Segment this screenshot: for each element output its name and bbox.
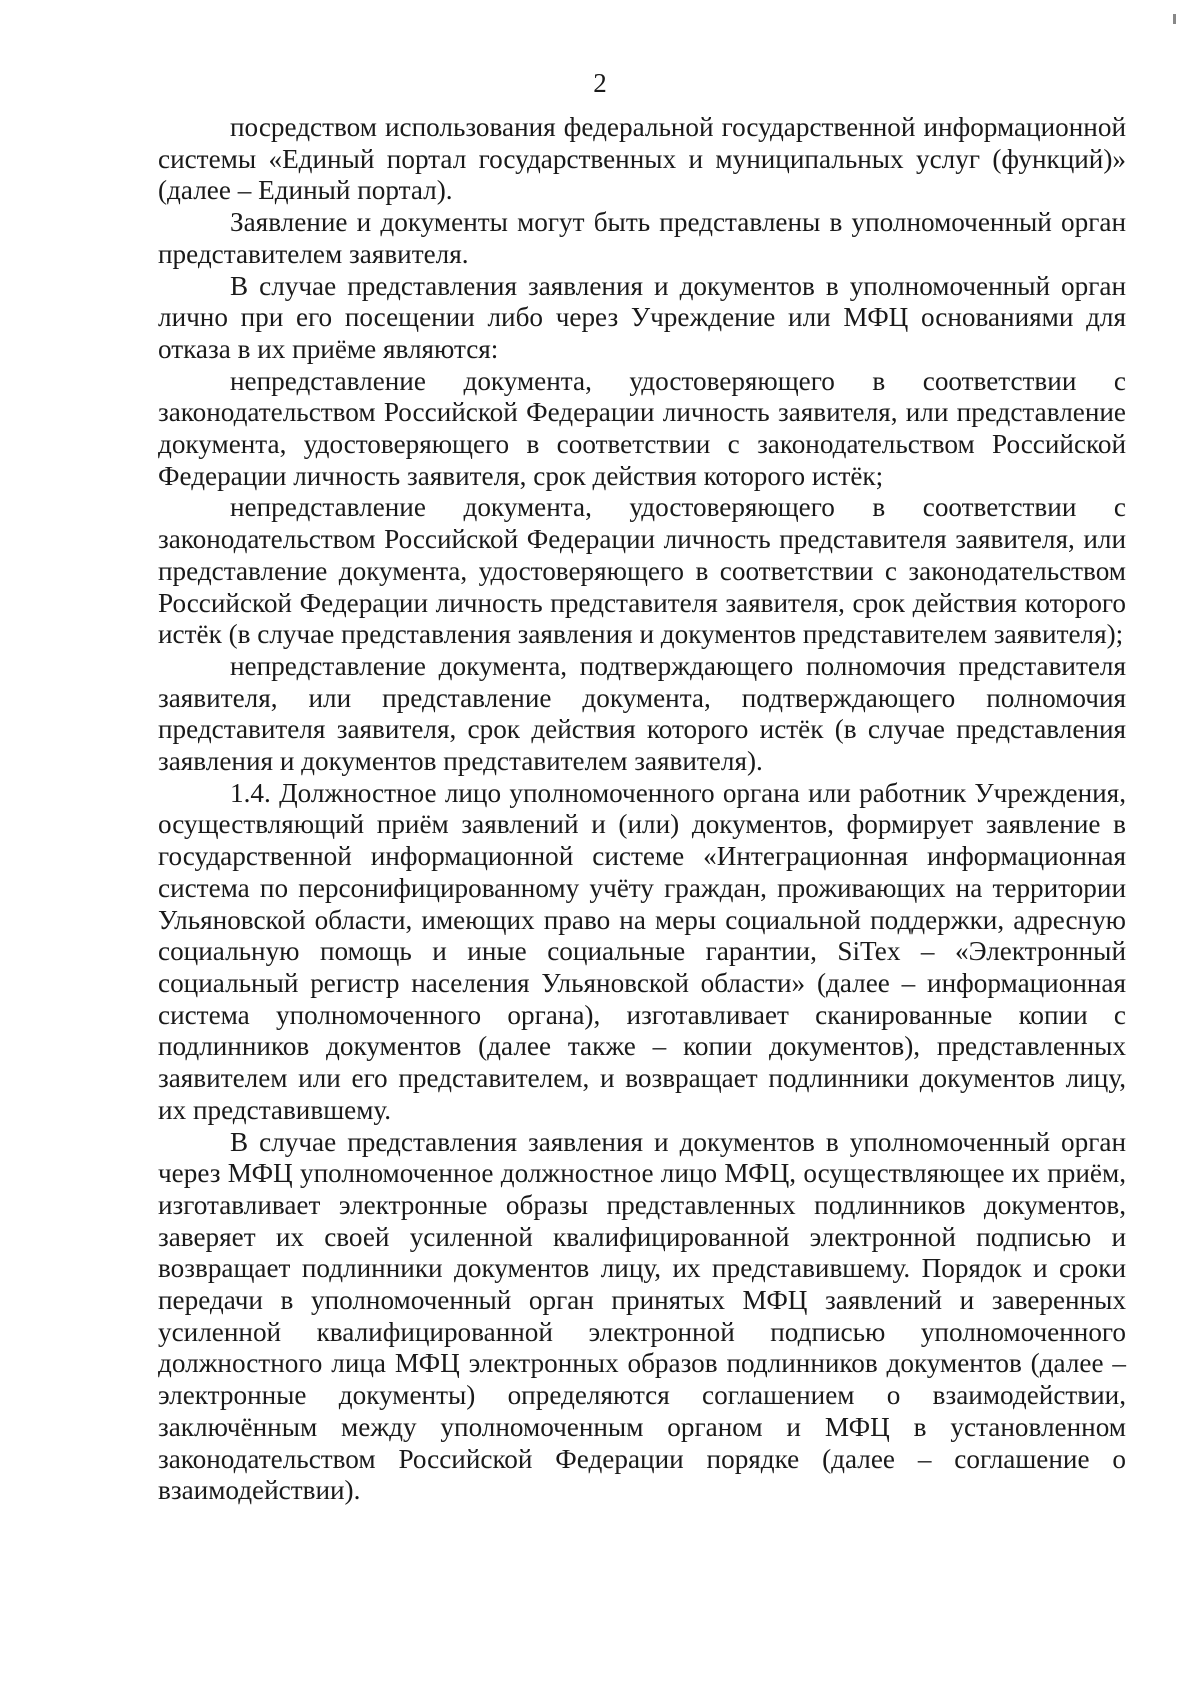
paragraph-ground-authority: непредставление документа, подтверждающего полномочия представителя заявителя, или представление документа, подтверждающего полномочия представителя заявителя, срок действия которого истёк (в случае представления заявления и документов представителем заявителя). <box>158 650 1126 777</box>
paragraph-mfc-procedure: В случае представления заявления и документов в уполномоченный орган через МФЦ уполномоченное должностное лицо МФЦ, осуществляющее их приём, изготавливает электронные образы представленных подлинников документов, заверяет их своей усиленной квалифицированной электронной подписью и возвращает подлинники документов лицу, их представившему. Порядок и сроки передачи в уполномоченный орган принятых МФЦ заявлений и заверенных усиленной квалифицированной электронной подписью уполномоченного должностного лица МФЦ электронных образов подлинников документов (далее – электронные документы) определяются соглашением о взаимодействии, заключённым между уполномоченным органом и МФЦ в установленном законодательством Российской Федерации порядке (далее – соглашение о взаимодействии). <box>158 1126 1126 1506</box>
paragraph-portal-continuation: посредством использования федеральной государственной информационной системы «Единый портал государственных и муниципальных услуг (функций)» (далее – Единый портал). <box>158 112 1126 206</box>
paragraph-refusal-grounds: В случае представления заявления и документов в уполномоченный орган лично при его посещении либо через Учреждение или МФЦ основаниями для отказа в их приёме являются: <box>158 270 1126 364</box>
document-body <box>158 112 1126 1507</box>
paragraph-section-1-4: 1.4. Должностное лицо уполномоченного органа или работник Учреждения, осуществляющий приём заявлений и (или) документов, формирует заявление в государственной информационной системе «Интеграционная информационная система по персонифицированному учёту граждан, проживающих на территории Ульяновской области, имеющих право на меры социальной поддержки, адресную социальную помощь и иные социальные гарантии, SiTex – «Электронный социальный регистр населения Ульяновской области» (далее – информационная система уполномоченного органа), изготавливает сканированные копии с подлинников документов (далее также – копии документов), представленных заявителем или его представителем, и возвращает подлинники документов лицу, их представившему. <box>158 777 1126 1125</box>
scan-mark <box>1173 14 1176 24</box>
paragraph-ground-applicant-id: непредставление документа, удостоверяющего в соответствии с законодательством Российской Федерации личность заявителя, или представление документа, удостоверяющего в соответствии с законодательством Российской Федерации личность заявителя, срок действия которого истёк; <box>158 365 1126 491</box>
paragraph-ground-representative-id: непредставление документа, удостоверяющего в соответствии с законодательством Российской Федерации личность представителя заявителя, или представление документа, удостоверяющего в соответствии с законодательством Российской Федерации личность представителя заявителя, срок действия которого истёк (в случае представления заявления и документов представителем заявителя); <box>158 492 1126 650</box>
paragraph-representative: Заявление и документы могут быть представлены в уполномоченный орган представителем заявителя. <box>158 207 1126 269</box>
page-number: 2 <box>593 68 607 98</box>
